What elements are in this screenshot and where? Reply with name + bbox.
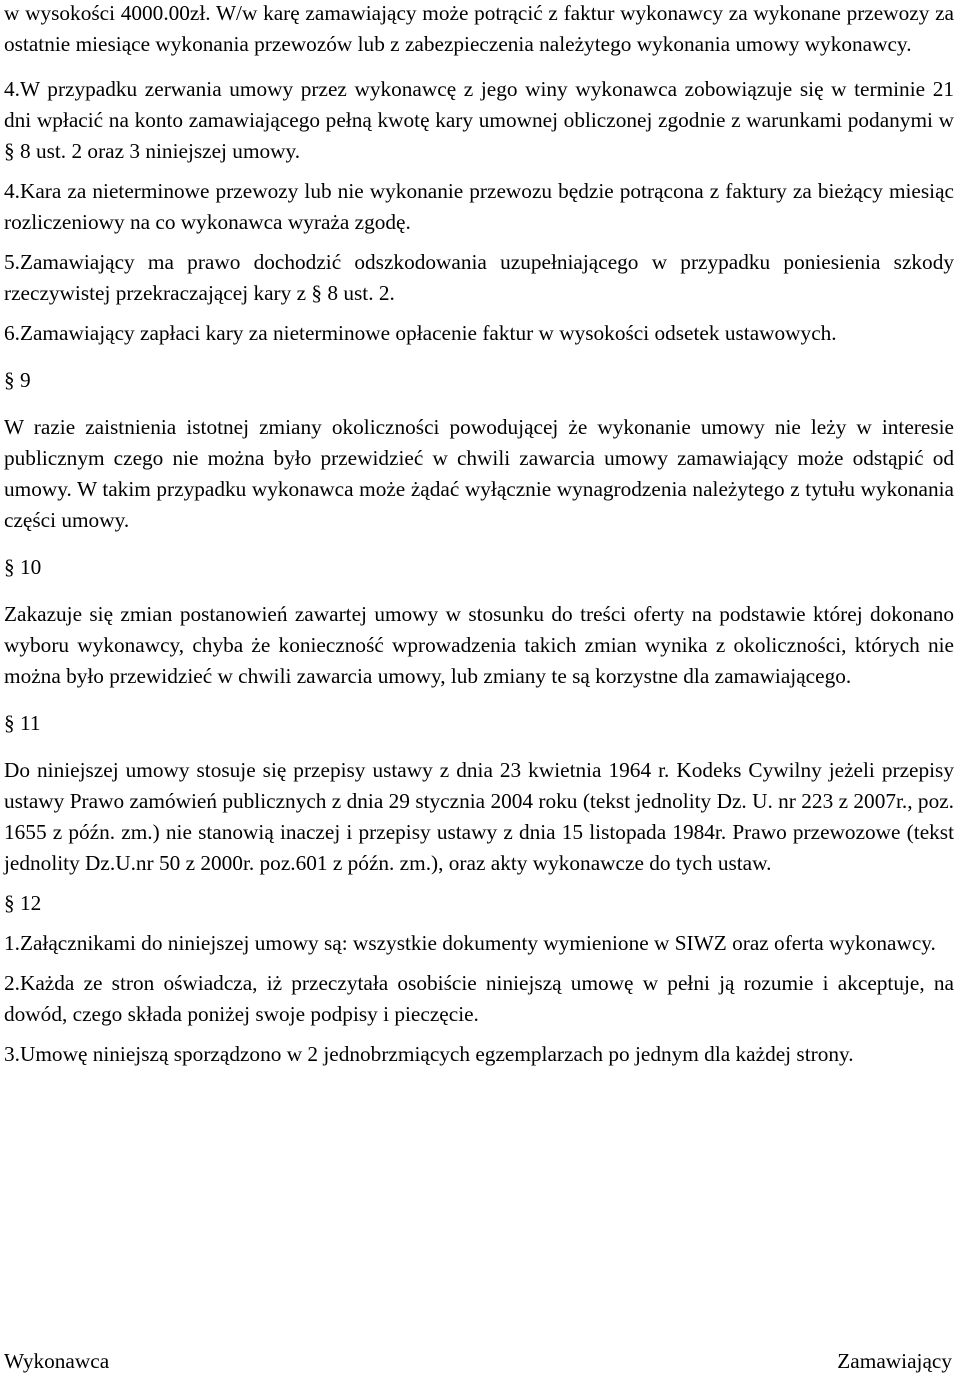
section-12-attachments: 1.Załącznikami do niniejszej umowy są: wszystkie dokumenty wymienione w SIWZ oraz oferta wykonawcy. (4, 931, 936, 955)
section-12-heading: § 12 (4, 891, 42, 915)
section-11-heading: § 11 (4, 711, 41, 735)
signature-row (4, 1346, 952, 1377)
clause-6-interest: 6.Zamawiający zapłaci kary za nieterminowe opłacenie faktur w wysokości odsetek ustawowych. (4, 321, 837, 345)
clause-4-late-transport: 4.Kara za nieterminowe przewozy lub nie wykonanie przewozu będzie potrącona z faktury za bieżący miesiąc rozliczeniowy na co wykonawca wyraża zgodę. (4, 179, 954, 234)
section-12-declaration: 2.Każda ze stron oświadcza, iż przeczytała osobiście niniejszą umowę w pełni ją rozumie i akceptuje, na dowód, czego składa poniżej swoje podpisy i pieczęcie. (4, 971, 954, 1026)
section-9-text: W razie zaistnienia istotnej zmiany okoliczności powodującej że wykonanie umowy nie leży w interesie publicznym czego nie można było przewidzieć w chwili zawarcia umowy zamawiający może odstąpić od umowy. W takim przypadku wykonawca może żądać wyłącznie wynagrodzenia należytego z tytułu wykonania części umowy. (4, 415, 954, 532)
section-10-heading: § 10 (4, 555, 42, 579)
intro-paragraph: w wysokości 4000.00zł. W/w karę zamawiający może potrącić z faktur wykonawcy za wykonane przewozy za ostatnie miesiące wykonania przewozów lub z zabezpieczenia należytego wykonania umowy wykonawcy. (4, 1, 954, 56)
section-10-text: Zakazuje się zmian postanowień zawartej umowy w stosunku do treści oferty na podstawie której dokonano wyboru wykonawcy, chyba że konieczność wprowadzenia takich zmian wynika z okoliczności, których nie można było przewidzieć w chwili zawarcia umowy, lub zmiany te są korzystne dla zamawiającego. (4, 602, 954, 688)
clause-5-damages: 5.Zamawiający ma prawo dochodzić odszkodowania uzupełniającego w przypadku poniesienia szkody rzeczywistej przekraczającej kary z § 8 ust. 2. (4, 250, 954, 305)
document-page (4, 0, 954, 1070)
section-9-heading: § 9 (4, 368, 31, 392)
clause-4-termination: 4.W przypadku zerwania umowy przez wykonawcę z jego winy wykonawca zobowiązuje się w terminie 21 dni wpłacić na konto zamawiającego pełną kwotę kary umownej obliczonej zgodnie z warunkami podanymi w § 8 ust. 2 oraz 3 niniejszej umowy. (4, 77, 954, 163)
signature-contractor: Wykonawca (4, 1349, 110, 1373)
section-11-text: Do niniejszej umowy stosuje się przepisy ustawy z dnia 23 kwietnia 1964 r. Kodeks Cywilny jeżeli przepisy ustawy Prawo zamówień publicznych z dnia 29 stycznia 2004 roku (tekst jednolity Dz. U. nr 223 z 2007r., poz. 1655 z późn. zm.) nie stanowią inaczej i przepisy ustawy z dnia 15 listopada 1984r. Prawo przewozowe (tekst jednolity Dz.U.nr 50 z 2000r. poz.601 z późn. zm.), oraz akty wykonawcze do tych ustaw. (4, 758, 954, 875)
signature-ordering-party: Zamawiający (837, 1349, 952, 1373)
section-12-copies: 3.Umowę niniejszą sporządzono w 2 jednobrzmiących egzemplarzach po jednym dla każdej strony. (4, 1042, 854, 1066)
